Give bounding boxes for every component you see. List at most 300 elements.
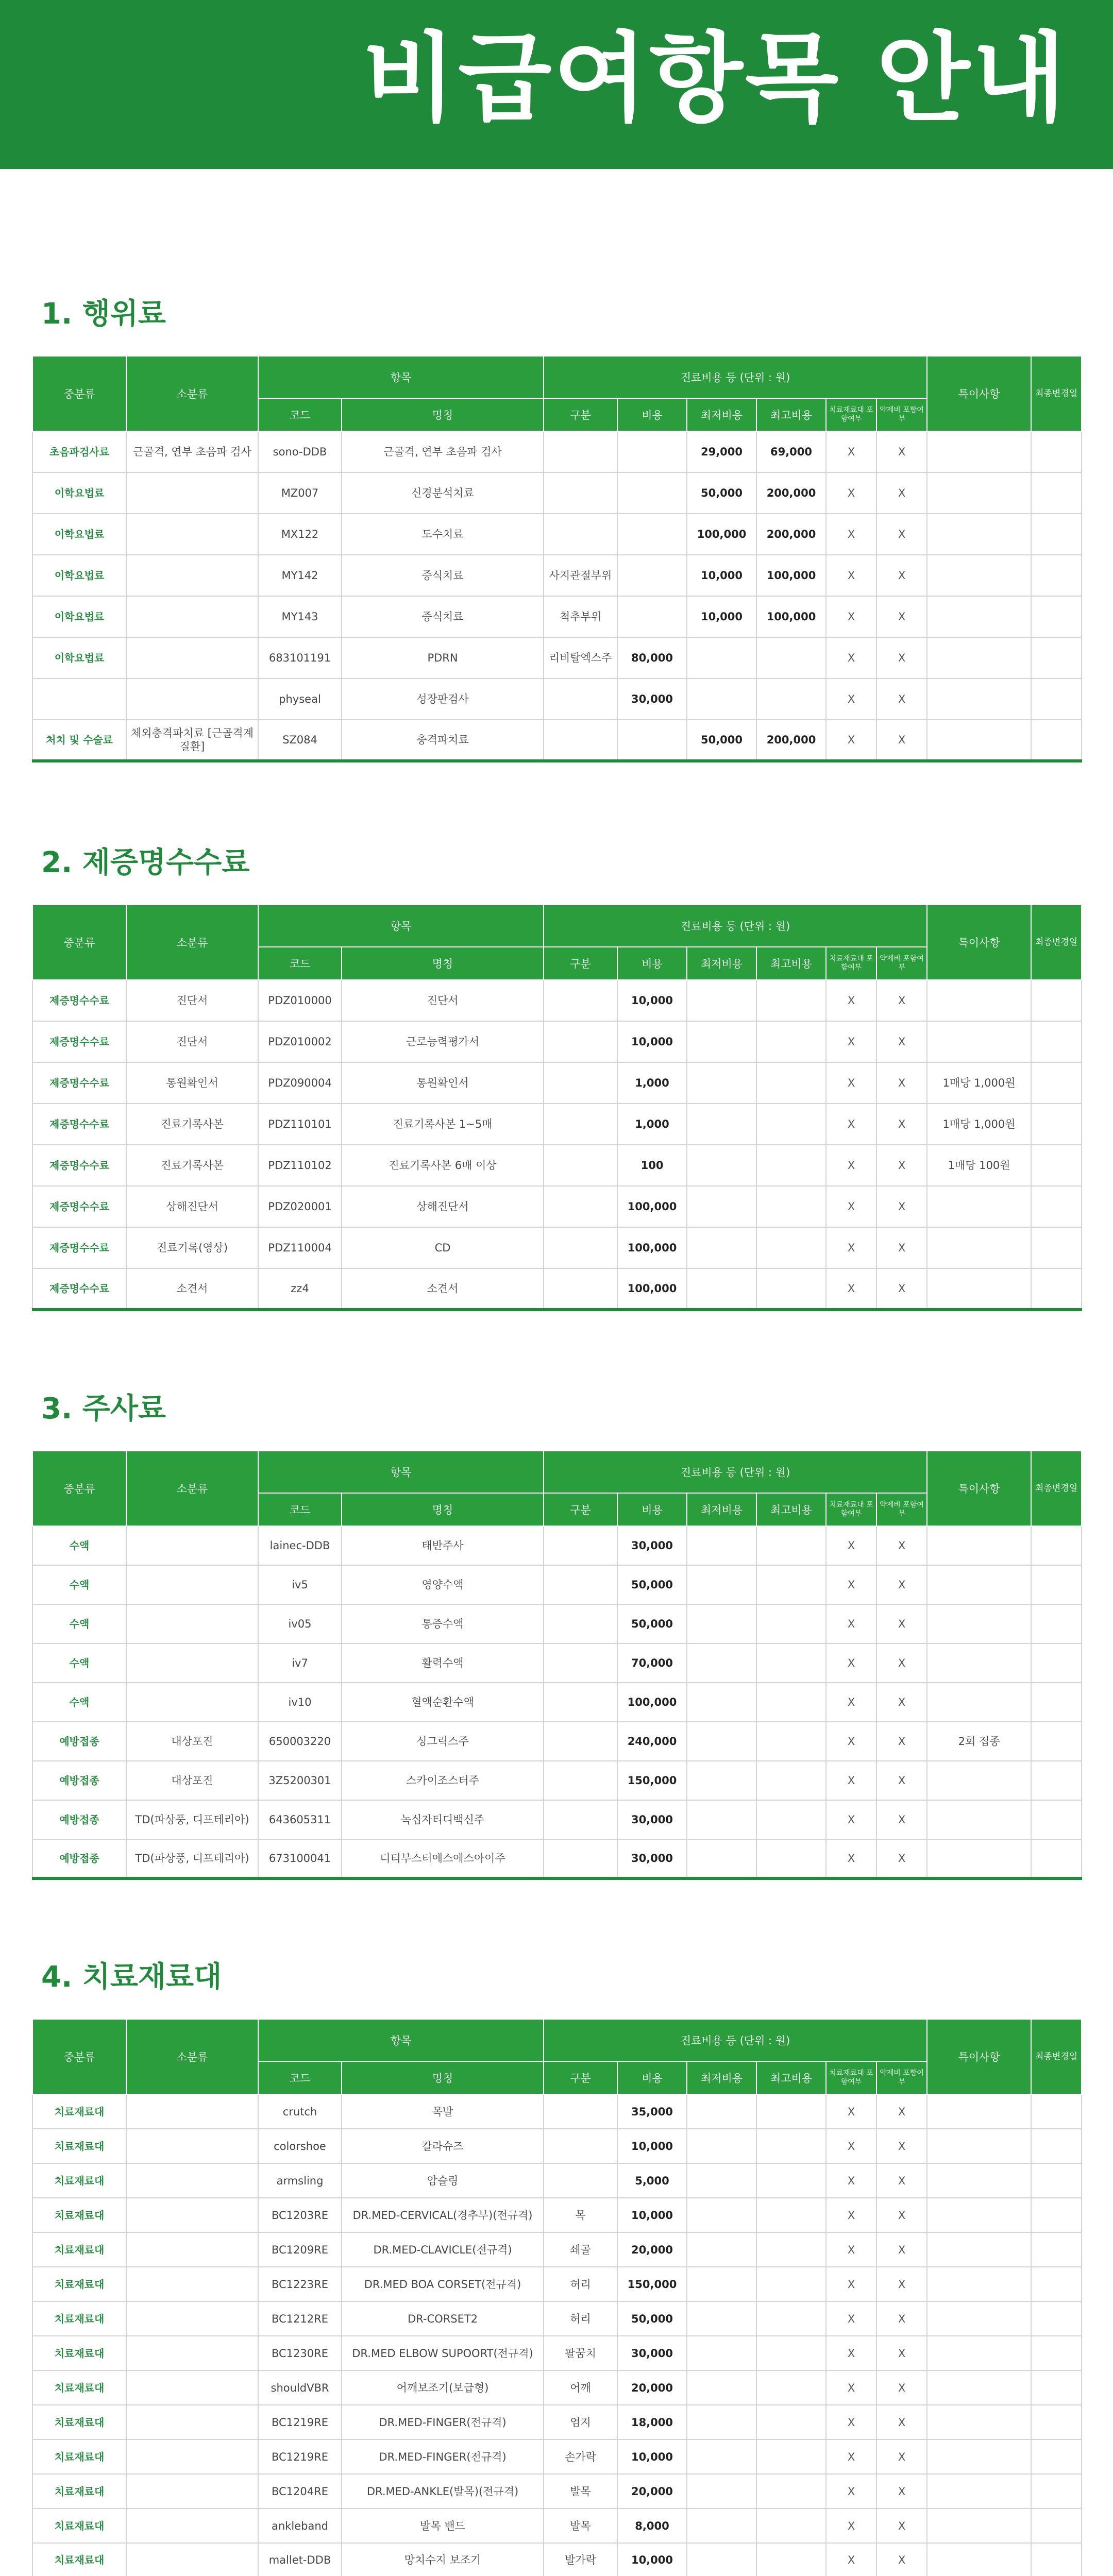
header-cost: 진료비용 등 (단위 : 원) [544,356,927,398]
cell-incl-drug: X [876,2163,927,2198]
cell-code: PDZ110004 [258,1227,342,1268]
table-row [32,1839,1082,1878]
cell-category: 예방접종 [32,1722,126,1761]
cell-category: 예방접종 [32,1800,126,1839]
cell-min [687,1800,756,1839]
header-min: 최저비용 [687,947,756,980]
table-row [32,2094,1082,2129]
cell-price: 10,000 [617,1021,687,1062]
cell-min: 50,000 [687,720,756,761]
cell-subcategory: 체외충격파치료 [근골격계질환] [126,720,258,761]
cell-subcategory [126,2439,258,2474]
cell-incl-drug: X [876,1643,927,1683]
cell-price: 100,000 [617,1227,687,1268]
header-last-change: 최종변경일 [1031,356,1082,431]
cell-name: 충격파치료 [342,720,544,761]
cell-incl-drug: X [876,2439,927,2474]
cell-category: 수액 [32,1526,126,1565]
cell-code: BC1204RE [258,2474,342,2509]
cell-note [927,2370,1031,2405]
cell-incl-drug: X [876,514,927,555]
cell-type: 발목 [544,2509,617,2543]
cell-subcategory [126,2198,258,2232]
cell-category: 치료재료대 [32,2232,126,2267]
cell-incl-drug: X [876,1839,927,1878]
cell-name: DR.MED-FINGER(전규격) [342,2439,544,2474]
cell-category: 예방접종 [32,1839,126,1878]
cell-note [927,1761,1031,1800]
cell-last-change [1031,431,1082,472]
cell-type: 엄지 [544,2405,617,2439]
cell-min [687,1104,756,1145]
cell-max [756,637,826,679]
cell-incl-material: X [826,1104,876,1145]
header-name: 명칭 [342,2061,544,2094]
header-item: 항목 [258,1451,544,1493]
cell-min [687,2129,756,2163]
header-incl-drug: 약제비 포함여부 [876,398,927,431]
cell-category: 제증명수수료 [32,1268,126,1310]
cell-note [927,1643,1031,1683]
cell-incl-material: X [826,1643,876,1683]
header-last-change: 최종변경일 [1031,905,1082,980]
cell-incl-drug: X [876,1722,927,1761]
cell-code: BC1212RE [258,2301,342,2336]
cell-note [927,2094,1031,2129]
cell-incl-drug: X [876,2232,927,2267]
table-row [32,1145,1082,1186]
header-item: 항목 [258,2019,544,2061]
cell-type [544,1268,617,1310]
cell-note: 2회 접종 [927,1722,1031,1761]
cell-name: 싱그릭스주 [342,1722,544,1761]
cell-last-change [1031,1062,1082,1104]
cell-type [544,1227,617,1268]
cell-code: 673100041 [258,1839,342,1878]
cell-subcategory: 대상포진 [126,1761,258,1800]
cell-code: mallet-DDB [258,2543,342,2576]
cell-last-change [1031,1565,1082,1604]
cell-subcategory [126,1604,258,1643]
cell-note [927,2543,1031,2576]
cell-price: 30,000 [617,679,687,720]
cell-max [756,1565,826,1604]
cell-subcategory: 소견서 [126,1268,258,1310]
cell-incl-drug: X [876,1683,927,1722]
cell-category: 수액 [32,1683,126,1722]
cell-max [756,1800,826,1839]
cell-code: sono-DDB [258,431,342,472]
section-procedure-fees [32,294,1081,762]
cell-type [544,1145,617,1186]
cell-code: armsling [258,2163,342,2198]
cell-min [687,2232,756,2267]
cell-price [617,555,687,596]
cell-max [756,1643,826,1683]
table-row [32,1643,1082,1683]
table-row [32,1062,1082,1104]
cell-incl-drug: X [876,1021,927,1062]
cell-name: 암슬링 [342,2163,544,2198]
cell-subcategory [126,555,258,596]
cell-code: BC1219RE [258,2439,342,2474]
table-row [32,720,1082,761]
section-injection-fees [32,1388,1081,1880]
cell-name: 근골격, 연부 초음파 검사 [342,431,544,472]
table-row [32,2439,1082,2474]
cell-incl-material: X [826,1062,876,1104]
cell-last-change [1031,1104,1082,1145]
cell-type [544,679,617,720]
cell-min [687,2163,756,2198]
title-banner [0,0,1113,169]
cell-code: 3Z5200301 [258,1761,342,1800]
cell-incl-drug: X [876,2301,927,2336]
cell-incl-material: X [826,2301,876,2336]
cell-last-change [1031,2405,1082,2439]
header-note: 특이사항 [927,356,1031,431]
cell-last-change [1031,2509,1082,2543]
table-row [32,2232,1082,2267]
cell-price: 20,000 [617,2232,687,2267]
cell-price: 30,000 [617,1839,687,1878]
table-row [32,555,1082,596]
cell-type: 팔꿈치 [544,2336,617,2370]
cell-price [617,431,687,472]
cell-max: 69,000 [756,431,826,472]
cell-price: 80,000 [617,637,687,679]
cell-incl-material: X [826,2163,876,2198]
cell-incl-material: X [826,472,876,514]
cell-subcategory [126,2336,258,2370]
cell-price: 50,000 [617,1604,687,1643]
cell-price: 1,000 [617,1104,687,1145]
cell-subcategory: 대상포진 [126,1722,258,1761]
cell-subcategory [126,2232,258,2267]
header-group1: 중분류 [32,1451,126,1526]
cell-price: 18,000 [617,2405,687,2439]
cell-max [756,1604,826,1643]
cell-min [687,2543,756,2576]
cell-incl-material: X [826,720,876,761]
cell-min [687,2336,756,2370]
cell-min [687,2405,756,2439]
cell-last-change [1031,720,1082,761]
cell-incl-drug: X [876,2336,927,2370]
cell-category: 이학요법료 [32,637,126,679]
cell-code: colorshoe [258,2129,342,2163]
cell-last-change [1031,637,1082,679]
section-title: 1. 행위료 [41,297,166,331]
cell-max [756,2543,826,2576]
table-row [32,1722,1082,1761]
cell-min [687,1761,756,1800]
cell-type: 발가락 [544,2543,617,2576]
cell-last-change [1031,555,1082,596]
cell-type [544,472,617,514]
cell-incl-material: X [826,596,876,637]
cell-note [927,2474,1031,2509]
cell-last-change [1031,2232,1082,2267]
cell-incl-material: X [826,1604,876,1643]
table-row [32,2509,1082,2543]
cell-incl-drug: X [876,2129,927,2163]
cell-incl-material: X [826,1800,876,1839]
cell-category: 치료재료대 [32,2267,126,2301]
cell-price: 10,000 [617,2543,687,2576]
cell-code: BC1203RE [258,2198,342,2232]
table-row [32,596,1082,637]
cell-max [756,1839,826,1878]
cell-code: 643605311 [258,1800,342,1839]
cell-incl-drug: X [876,1186,927,1227]
cell-price: 8,000 [617,2509,687,2543]
table-row [32,1604,1082,1643]
cell-name: 진단서 [342,980,544,1021]
cell-price: 1,000 [617,1062,687,1104]
header-group2: 소분류 [126,1451,258,1526]
cell-code: SZ084 [258,720,342,761]
cell-subcategory [126,637,258,679]
cell-code: iv05 [258,1604,342,1643]
cell-code: BC1223RE [258,2267,342,2301]
cell-last-change [1031,1800,1082,1839]
cell-incl-drug: X [876,472,927,514]
header-price: 비용 [617,1493,687,1526]
cell-note [927,2232,1031,2267]
fee-table [32,904,1082,1311]
cell-price: 100,000 [617,1186,687,1227]
cell-type: 리비탈엑스주 [544,637,617,679]
header-max: 최고비용 [756,1493,826,1526]
cell-last-change [1031,2301,1082,2336]
cell-code: ankleband [258,2509,342,2543]
cell-type [544,1643,617,1683]
cell-incl-material: X [826,1761,876,1800]
cell-category: 치료재료대 [32,2439,126,2474]
cell-max [756,1104,826,1145]
table-row [32,980,1082,1021]
cell-subcategory [126,2405,258,2439]
cell-min [687,1268,756,1310]
fee-table [32,2019,1082,2576]
cell-incl-material: X [826,2094,876,2129]
cell-category: 초음파검사료 [32,431,126,472]
cell-max [756,2370,826,2405]
cell-type [544,1104,617,1145]
cell-subcategory [126,2129,258,2163]
cell-category: 예방접종 [32,1761,126,1800]
cell-name: 칼라슈즈 [342,2129,544,2163]
cell-incl-material: X [826,2267,876,2301]
cell-min [687,980,756,1021]
cell-incl-material: X [826,555,876,596]
cell-category: 제증명수수료 [32,1021,126,1062]
table-row [32,1227,1082,1268]
cell-code: zz4 [258,1268,342,1310]
cell-incl-drug: X [876,2474,927,2509]
cell-price [617,720,687,761]
cell-code: BC1219RE [258,2405,342,2439]
cell-name: 영양수액 [342,1565,544,1604]
cell-category: 치료재료대 [32,2509,126,2543]
cell-incl-drug: X [876,2543,927,2576]
cell-incl-drug: X [876,596,927,637]
cell-incl-material: X [826,1186,876,1227]
cell-max [756,2301,826,2336]
cell-type [544,1722,617,1761]
cell-incl-material: X [826,1839,876,1878]
cell-note [927,1839,1031,1878]
cell-max [756,2163,826,2198]
cell-min: 29,000 [687,431,756,472]
cell-subcategory [126,514,258,555]
cell-min [687,1722,756,1761]
table-row [32,2474,1082,2509]
cell-name: 상해진단서 [342,1186,544,1227]
cell-max [756,1021,826,1062]
cell-type [544,1021,617,1062]
cell-type: 허리 [544,2267,617,2301]
cell-min [687,2198,756,2232]
cell-name: 근로능력평가서 [342,1021,544,1062]
cell-incl-drug: X [876,980,927,1021]
cell-subcategory [126,2267,258,2301]
header-group1: 중분류 [32,905,126,980]
table-row [32,431,1082,472]
cell-incl-material: X [826,1268,876,1310]
cell-note: 1매당 1,000원 [927,1062,1031,1104]
cell-last-change [1031,472,1082,514]
cell-min: 100,000 [687,514,756,555]
cell-max [756,1683,826,1722]
cell-min [687,1839,756,1878]
cell-incl-material: X [826,2129,876,2163]
header-last-change: 최종변경일 [1031,1451,1082,1526]
section-certificate-fees [32,842,1081,1311]
cell-type [544,1186,617,1227]
cell-price: 35,000 [617,2094,687,2129]
header-group2: 소분류 [126,356,258,431]
header-incl-drug: 약제비 포함여부 [876,2061,927,2094]
cell-incl-material: X [826,2336,876,2370]
header-code: 코드 [258,947,342,980]
cell-max [756,2232,826,2267]
cell-note [927,1268,1031,1310]
cell-incl-material: X [826,2370,876,2405]
cell-last-change [1031,2370,1082,2405]
cell-subcategory [126,2509,258,2543]
cell-min [687,679,756,720]
cell-category: 제증명수수료 [32,1104,126,1145]
cell-type [544,2094,617,2129]
cell-incl-material: X [826,1565,876,1604]
cell-min [687,2439,756,2474]
header-name: 명칭 [342,1493,544,1526]
cell-price: 150,000 [617,1761,687,1800]
header-incl-material: 치료재료대 포함여부 [826,947,876,980]
header-type: 구분 [544,1493,617,1526]
cell-category: 이학요법료 [32,514,126,555]
header-min: 최저비용 [687,398,756,431]
cell-last-change [1031,1643,1082,1683]
cell-incl-material: X [826,2474,876,2509]
cell-category: 치료재료대 [32,2094,126,2129]
cell-type [544,431,617,472]
page-title: 비급여항목 안내 [362,22,1068,135]
cell-name: 혈액순환수액 [342,1683,544,1722]
cell-subcategory: TD(파상풍, 디프테리아) [126,1839,258,1878]
table-row [32,2405,1082,2439]
cell-subcategory: 상해진단서 [126,1186,258,1227]
cell-name: CD [342,1227,544,1268]
cell-incl-material: X [826,2543,876,2576]
cell-max [756,2405,826,2439]
cell-min [687,2267,756,2301]
header-last-change: 최종변경일 [1031,2019,1082,2094]
cell-note [927,637,1031,679]
cell-max [756,2267,826,2301]
header-cost: 진료비용 등 (단위 : 원) [544,905,927,947]
cell-type: 사지관절부위 [544,555,617,596]
cell-max [756,2336,826,2370]
table-row [32,2336,1082,2370]
cell-max [756,2439,826,2474]
cell-last-change [1031,2336,1082,2370]
cell-code: BC1209RE [258,2232,342,2267]
cell-last-change [1031,1268,1082,1310]
cell-code: PDZ110101 [258,1104,342,1145]
cell-price: 50,000 [617,2301,687,2336]
table-row [32,472,1082,514]
cell-max [756,1145,826,1186]
cell-category: 제증명수수료 [32,1186,126,1227]
cell-category: 제증명수수료 [32,1062,126,1104]
cell-last-change [1031,2543,1082,2576]
header-note: 특이사항 [927,2019,1031,2094]
cell-note [927,2163,1031,2198]
cell-max [756,1186,826,1227]
cell-name: 성장판검사 [342,679,544,720]
cell-price [617,596,687,637]
cell-subcategory: 통원확인서 [126,1062,258,1104]
cell-category: 치료재료대 [32,2543,126,2576]
cell-type: 척추부위 [544,596,617,637]
cell-category: 제증명수수료 [32,1227,126,1268]
header-group1: 중분류 [32,356,126,431]
table-row [32,637,1082,679]
cell-last-change [1031,980,1082,1021]
cell-code: crutch [258,2094,342,2129]
header-name: 명칭 [342,398,544,431]
cell-code: PDZ020001 [258,1186,342,1227]
cell-name: DR.MED BOA CORSET(전규격) [342,2267,544,2301]
cell-note [927,1526,1031,1565]
cell-name: DR.MED-FINGER(전규격) [342,2405,544,2439]
cell-price: 100,000 [617,1683,687,1722]
cell-category: 치료재료대 [32,2301,126,2336]
cell-category: 제증명수수료 [32,980,126,1021]
table-row [32,1526,1082,1565]
cell-price: 10,000 [617,2198,687,2232]
cell-note [927,980,1031,1021]
cell-category: 처치 및 수술료 [32,720,126,761]
cell-name: 디티부스터에스에스아이주 [342,1839,544,1878]
header-note: 특이사항 [927,905,1031,980]
table-row [32,1268,1082,1310]
table-row [32,679,1082,720]
cell-note: 1매당 100원 [927,1145,1031,1186]
